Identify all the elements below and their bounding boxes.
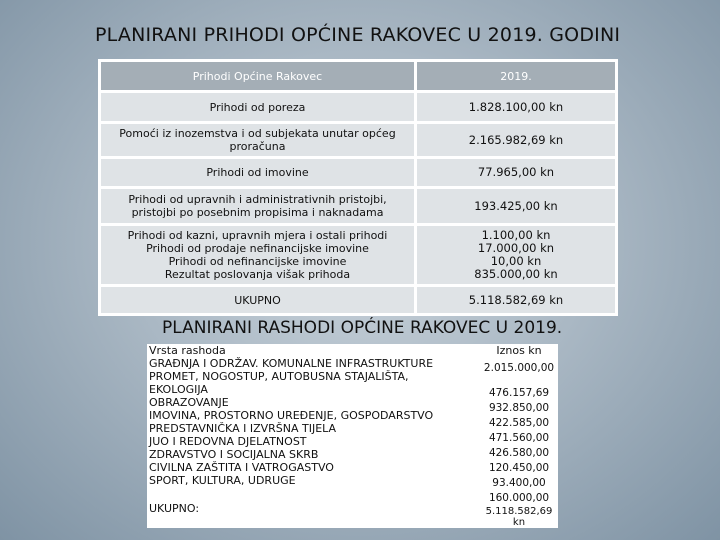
expense-table [147,344,558,528]
income-total-row [101,287,615,313]
expense-item-value: 932.850,00 [488,402,550,414]
expense-item-label: PREDSTAVNIČKA I IZVRŠNA TIJELA [149,422,337,435]
income-label-line: Prihodi od nefinancijske imovine [168,255,347,268]
expense-item-label: SPORT, KULTURA, UDRUGE [149,474,296,487]
income-row-value [417,93,615,121]
expense-labels [149,344,464,515]
income-value-line: 77.965,00 kn [477,165,555,179]
income-table [98,59,618,316]
expense-item-value: 476.157,69 [488,387,550,399]
expense-item-label: EKOLOGIJA [149,383,208,396]
income-row-label [101,159,414,186]
income-label-line: Prihodi od poreza [209,100,306,114]
expense-title: PLANIRANI RASHODI OPĆINE RAKOVEC U 2019. [162,318,563,338]
expense-item-value: 93.400,00 [492,477,546,489]
table-row [101,159,615,186]
expense-item-value: 426.580,00 [488,447,550,459]
expense-item-label: ZDRAVSTVO I SOCIJALNA SKRB [149,448,319,461]
expense-header-label: Vrsta rashoda [149,344,226,357]
expense-item-value: 422.585,00 [488,417,550,429]
income-total-label: UKUPNO [101,287,414,313]
income-header-row [101,62,615,90]
income-row-label [101,93,414,121]
expense-values [483,344,555,528]
table-row [101,124,615,156]
income-value-line: 17.000,00 kn [477,241,555,255]
income-value-line: 10,00 kn [490,254,542,268]
income-label-line: Pomoći iz inozemstva i od subjekata unutar općeg [119,127,396,140]
income-label-line: pristojbi po posebnim propisima i naknadama [131,206,384,219]
expense-item-label: IMOVINA, PROSTORNO UREĐENJE, GOSPODARSTVO [149,409,434,422]
expense-total-label: UKUPNO: [149,502,200,515]
income-label-line: Prihodi od imovine [206,166,309,179]
table-row [101,93,615,121]
income-row-value [417,124,615,156]
income-label-line: Prihodi od kazni, upravnih mjera i ostali prihodi [127,229,388,242]
income-label-line: proračuna [229,140,286,153]
expense-item-label: JUO I REDOVNA DJELATNOST [149,435,307,448]
table-row [101,189,615,223]
income-value-line: 835.000,00 kn [474,267,558,281]
income-total-value: 5.118.582,69 kn [417,287,615,313]
expense-item-label: PROMET, NOGOSTUP, AUTOBUSNA STAJALIŠTA, [149,370,409,383]
expense-item-value: 2.015.000,00 [483,362,555,374]
income-value-line: 193.425,00 kn [474,198,558,213]
expense-item-value: 120.450,00 [488,462,550,474]
expense-total-value: 5.118.582,69 [485,506,553,517]
income-row-label [101,226,414,284]
table-row [101,226,615,284]
income-row-value [417,226,615,284]
income-row-label [101,189,414,223]
income-title: PLANIRANI PRIHODI OPĆINE RAKOVEC U 2019. GODINI [95,24,621,46]
income-row-value [417,159,615,186]
income-label-line: Prihodi od prodaje nefinancijske imovine [146,242,369,255]
expense-item-value: 160.000,00 [488,492,550,504]
expense-item-label: OBRAZOVANJE [149,396,229,409]
income-header-label: Prihodi Općine Rakovec [101,62,414,90]
income-value-line: 2.165.982,69 kn [468,132,564,147]
expense-header-value: Iznos kn [496,344,542,357]
expense-item-value: 471.560,00 [488,432,550,444]
income-row-value [417,189,615,223]
income-row-label [101,124,414,156]
expense-item-label: CIVILNA ZAŠTITA I VATROGASTVO [149,461,334,474]
income-value-line: 1.828.100,00 kn [468,99,564,114]
income-value-line: 1.100,00 kn [481,228,551,242]
income-label-line: Rezultat poslovanja višak prihoda [164,268,351,281]
income-label-line: Prihodi od upravnih i administrativnih pristojbi, [128,193,387,206]
expense-item-label: GRAĐNJA I ODRŽAV. KOMUNALNE INFRASTRUKTURE [149,357,434,370]
expense-total-unit: kn [512,517,526,528]
income-header-year: 2019. [417,62,615,90]
